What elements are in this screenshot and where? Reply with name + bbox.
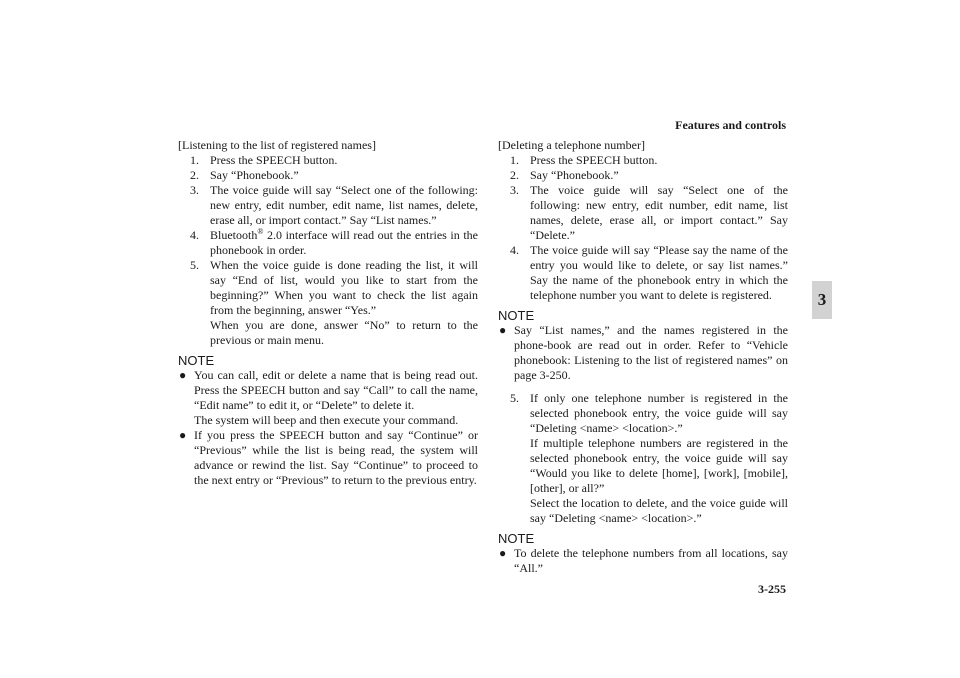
step-text: [210, 228, 478, 258]
section-heading: [Listening to the list of registered names]: [178, 138, 376, 152]
registered-mark: ®: [257, 227, 264, 236]
step-text-part: When you are done, answer “No” to return to the previous or main menu.: [210, 318, 478, 347]
step-number: 3.: [190, 183, 199, 197]
step-number: 2.: [510, 168, 519, 182]
bullet-icon: ●: [179, 368, 187, 382]
step-number: 4.: [510, 243, 519, 257]
step-text-part: When the voice guide is done reading the list, it will say “End of list, would you like to start from the beginning?” When you want to check the list again from the beginning, answer “Yes.”: [210, 258, 478, 317]
list-item: [178, 168, 478, 183]
step-text-part: Select the location to delete, and the voice guide will say “Deleting <name> <location>.”: [530, 496, 788, 525]
step-text-rest: 2.0 interface will read out the entries in the phonebook in order.: [210, 228, 478, 257]
note-text: Say “List names,” and the names registered in the phone-book are read out in order. Refer to “Vehicle phonebook: Listening to the list of registered names” on page 3-250.: [514, 323, 788, 382]
header-title: Features and controls: [675, 118, 786, 132]
note-bullet: [498, 323, 788, 383]
step-text: [530, 391, 788, 526]
list-item: [178, 183, 478, 228]
step-text-part: If only one telephone number is registered in the selected phonebook entry, the voice guide will say “Deleting <name> <location>.”: [530, 391, 788, 435]
section-heading: [Deleting a telephone number]: [498, 138, 645, 152]
bullet-icon: ●: [179, 428, 187, 442]
note-label: NOTE: [498, 308, 535, 323]
step-text: The voice guide will say “Select one of the following: new entry, edit number, edit name, list names, delete, erase all, or import contact.” Say “List names.”: [210, 183, 478, 227]
step-number: 2.: [190, 168, 199, 182]
section-tab: 3: [812, 281, 832, 319]
note-bullet: [178, 428, 478, 488]
note-label: NOTE: [178, 353, 215, 368]
bullet-icon: ●: [499, 546, 507, 560]
note-text: [194, 368, 478, 428]
step-text: Say “Phonebook.”: [210, 168, 299, 182]
bluetooth-word: Bluetooth: [210, 228, 258, 242]
step-number: 5.: [510, 391, 519, 405]
step-text: The voice guide will say “Select one of the following: new entry, edit number, edit name, list names, delete, erase all, or import contact.” Say “Delete.”: [530, 183, 788, 242]
step-number: 1.: [190, 153, 199, 167]
list-item: [178, 153, 478, 168]
bullet-icon: ●: [499, 323, 507, 337]
list-item: [178, 228, 478, 258]
note-text-part: You can call, edit or delete a name that is being read out. Press the SPEECH button and say “Call” to call the name, “Edit name” to edit it, or “Delete” to delete it.: [194, 368, 478, 412]
list-item: [498, 183, 788, 243]
step-number: 1.: [510, 153, 519, 167]
step-number: 3.: [510, 183, 519, 197]
step-text-part: If multiple telephone numbers are registered in the selected phonebook entry, the voice guide will say “Would you like to delete [home], [work], [mobile], [other], or all?”: [530, 436, 788, 495]
list-item: [178, 258, 478, 348]
note-bullet: [178, 368, 478, 428]
note-text-part: The system will beep and then execute your command.: [194, 413, 459, 427]
list-item: [498, 243, 788, 303]
step-number: 4.: [190, 228, 199, 242]
step-number: 5.: [190, 258, 199, 272]
note-text: If you press the SPEECH button and say “Continue” or “Previous” while the list is being read, the system will advance or rewind the list. Say “Continue” to proceed to the next entry or “Previous” to return to the previous entry.: [194, 428, 478, 487]
step-text: Press the SPEECH button.: [210, 153, 338, 167]
page-number: 3-255: [758, 582, 786, 596]
step-text: Press the SPEECH button.: [530, 153, 658, 167]
note-text: To delete the telephone numbers from all locations, say “All.”: [514, 546, 788, 575]
right-column: [498, 138, 788, 576]
step-text: Say “Phonebook.”: [530, 168, 619, 182]
list-item: [498, 153, 788, 168]
left-column: [178, 138, 478, 488]
note-label: NOTE: [498, 531, 535, 546]
list-item: [498, 391, 788, 526]
step-text: The voice guide will say “Please say the name of the entry you would like to delete, or say list names.” Say the name of the phonebook entry in which the telephone number you want to delete is registered.: [530, 243, 788, 302]
list-item: [498, 168, 788, 183]
step-text: [210, 258, 478, 348]
note-bullet: [498, 546, 788, 576]
